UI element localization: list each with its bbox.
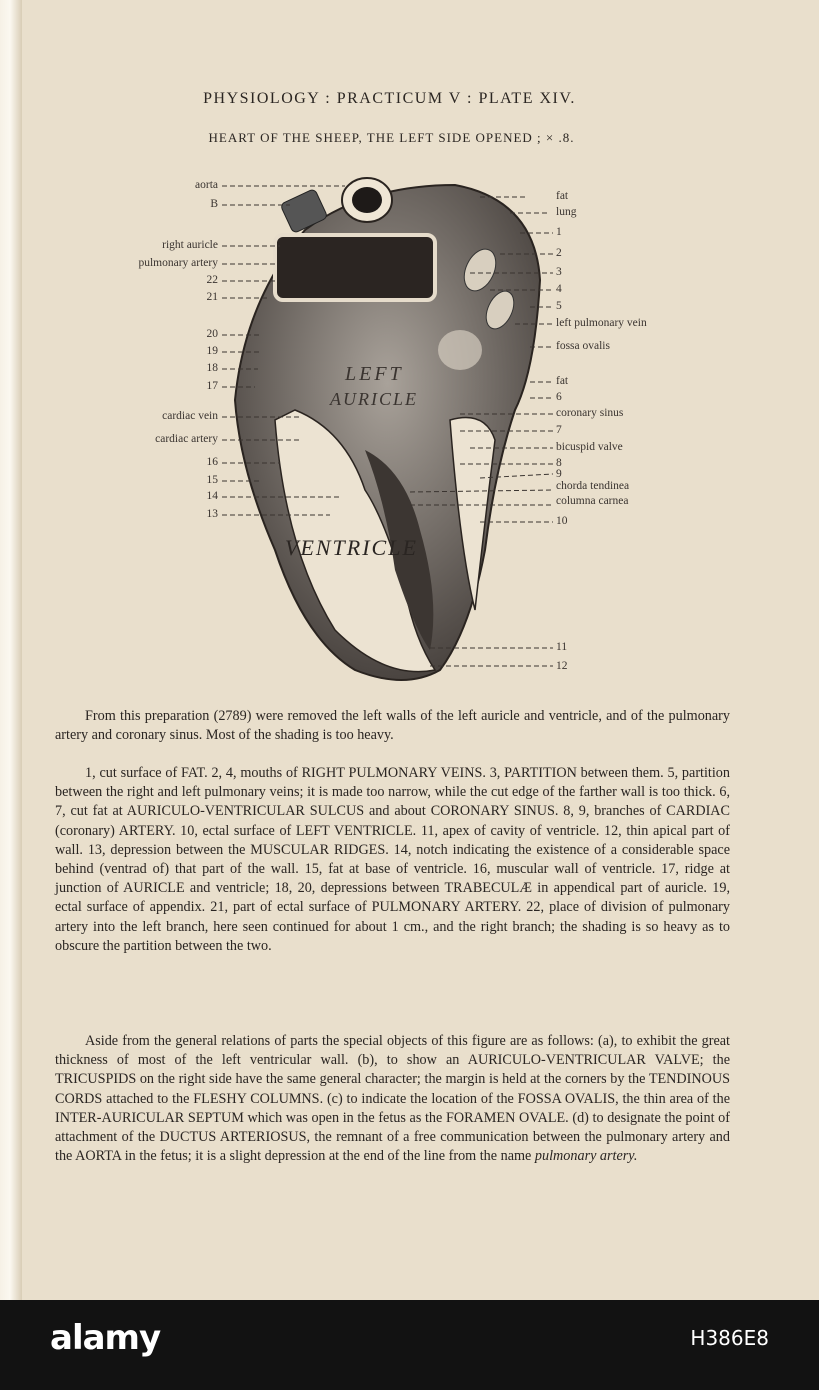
figure-label: cardiac vein <box>162 410 218 422</box>
figure-label: fat <box>556 190 569 202</box>
figure-label: bicuspid valve <box>556 441 623 453</box>
figure-label: left pulmonary vein <box>556 317 647 329</box>
figure-label: aorta <box>195 179 218 191</box>
figure-label: 5 <box>556 300 562 312</box>
figure-label: 11 <box>556 641 568 653</box>
figure-label: 9 <box>556 468 562 480</box>
objects-paragraph <box>55 1032 730 1166</box>
legend-text <box>55 764 730 956</box>
image-id: H386E8 <box>690 1326 769 1350</box>
figure-label: 7 <box>556 424 562 436</box>
figure-label: 20 <box>206 328 218 340</box>
figure-label: fossa ovalis <box>556 340 610 352</box>
figure-label: fat <box>556 375 569 387</box>
heart-label: VENTRICLE <box>285 535 418 560</box>
heart-label: AURICLE <box>330 389 418 409</box>
figure-label: 1 <box>556 226 562 238</box>
objects-text-italic: pulmonary artery. <box>534 1148 638 1165</box>
plate-subtitle: HEART OF THE SHEEP, THE LEFT SIDE OPENED ; × .8. <box>208 130 575 145</box>
alamy-logo: alamy <box>50 1318 161 1358</box>
heart-label: LEFT <box>345 363 404 385</box>
figure-label: 19 <box>206 345 218 357</box>
figure-label: chorda tendinea <box>556 480 630 492</box>
figure-label: 2 <box>556 247 562 259</box>
plate-title: PHYSIOLOGY : PRACTICUM V : PLATE XIV. <box>203 90 576 107</box>
figure-label: 12 <box>556 660 568 672</box>
figure-label: B <box>210 198 218 210</box>
objects-text-main: Aside from the general relations of parts the special objects of this figure are as follows: (a), to exhibit the great thickness of most of the left ventricular wall. (b), to show an AURICULO-VENTRICULAR VALVE; the TRICUSPIDS on the right side have the same general character; the margin is held at the corners by the TENDINOUS CORDS attached to the FLESHY COLUMNS. (c) to indicate the location of the FOSSA OVALIS, the thin area of the INTER-AURICULAR SEPTUM which was open in the fetus as the FORAMEN OVALE. (d) to designate the point of attachment of the DUCTUS ARTERIOSUS, the remnant of a free communication between the pulmonary artery and the AORTA in the fetus; it is a slight depression at the end of the line from the name <box>55 1033 730 1165</box>
figure-label: 16 <box>206 456 218 468</box>
caption-paragraph: From this preparation (2789) were removed the left walls of the left auricle and ventricle, and of the pulmonary artery and coronary sinus. Most of the shading is too heavy. <box>55 708 730 744</box>
figure-label: columna carnea <box>556 495 629 507</box>
figure-label: 10 <box>556 515 568 527</box>
figure-label: 8 <box>556 457 562 469</box>
figure-label: 14 <box>206 490 218 502</box>
figure-label: coronary sinus <box>556 407 624 419</box>
figure-label: 22 <box>206 274 218 286</box>
figure-label: 3 <box>556 266 562 278</box>
figure-caption <box>55 707 730 745</box>
figure-label: right auricle <box>162 239 218 251</box>
figure-label: 4 <box>556 283 562 295</box>
figure-label: cardiac artery <box>155 433 218 445</box>
figure-label: 13 <box>206 508 218 520</box>
figure-label: 6 <box>556 391 562 403</box>
figure-label: pulmonary artery <box>138 257 218 269</box>
figure-label: 17 <box>206 380 218 392</box>
figure-label: 15 <box>206 474 218 486</box>
objects-text <box>55 1032 730 1166</box>
legend-paragraph: 1, cut surface of FAT. 2, 4, mouths of RIGHT PULMONARY VEINS. 3, PARTITION between them. 5, partition between the right and left pulmonary veins; it is made too narrow, while the cut edge of the farther wall is too thick. 6, 7, cut fat at AURICULO-VENTRICULAR SULCUS and about CORONARY SINUS. 8, 9, branches of CARDIAC (coronary) ARTERY. 10, ectal surface of LEFT VENTRICLE. 11, apex of cavity of ventricle. 12, thin apical part of wall. 13, depression between the MUSCULAR RIDGES. 14, notch indicating the existence of a considerable space behind (ventrad of) that part of the wall. 15, fat at base of ventricle. 16, muscular wall of ventricle. 17, ridge at junction of AURICLE and ventricle; 18, 20, depressions between TRABECULÆ in appendical part of auricle. 19, ectal surface of appendix. 21, part of ectal surface of PULMONARY ARTERY. 22, place of division of pulmonary artery into the left branch, here seen continued for about 1 cm., and the right branch; the shading is so heavy as to obscure the partition between the two. <box>55 765 730 954</box>
figure-label: lung <box>556 206 577 218</box>
figure-label: 18 <box>206 362 218 374</box>
figure-label: 21 <box>206 291 218 303</box>
